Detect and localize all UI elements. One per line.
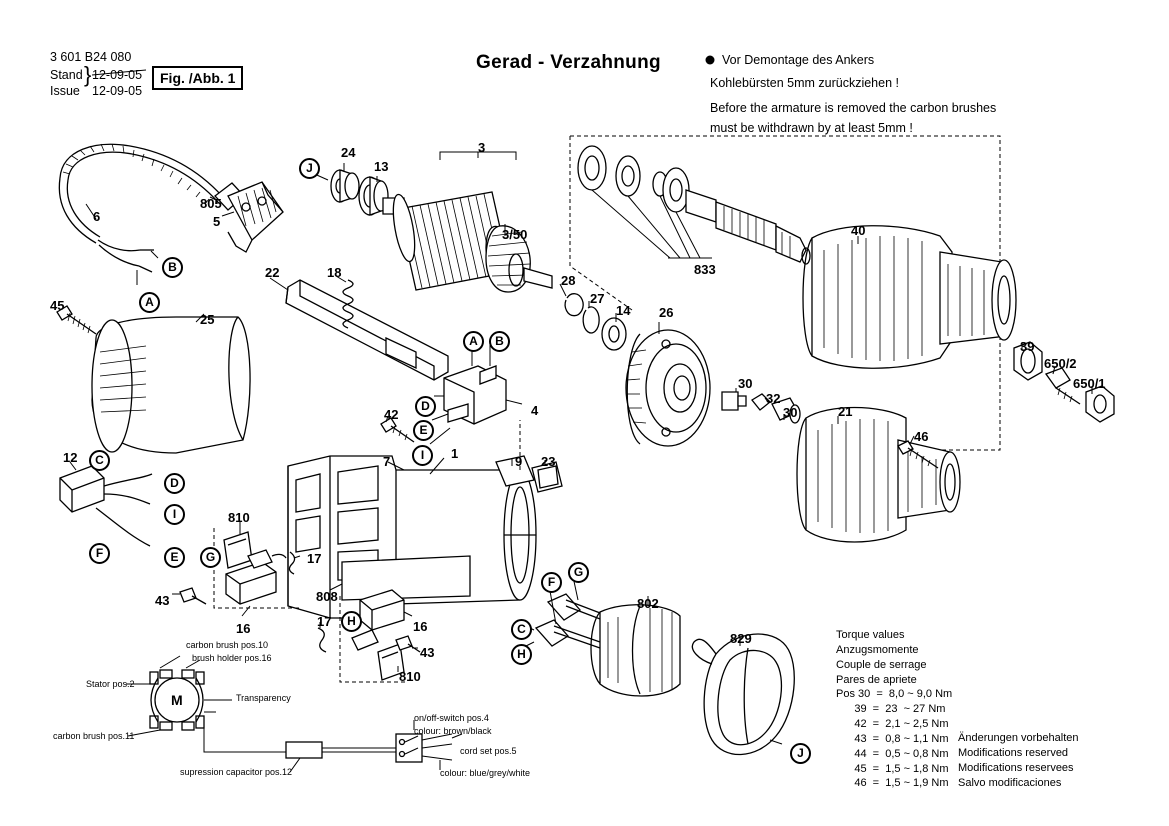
torque-heading-0: Torque values: [836, 629, 905, 641]
letter-marker-a: A: [463, 331, 484, 352]
letter-marker-c: C: [89, 450, 110, 471]
page-title: Gerad - Verzahnung: [476, 52, 661, 73]
torque-row: 43 = 0,8 ~ 1,1 Nm: [836, 732, 949, 745]
part-callout-30: 30: [738, 376, 753, 391]
part-callout-28: 28: [561, 273, 576, 288]
label-stator-pos2: Stator pos.2: [86, 679, 135, 689]
part-callout-39: 39: [1020, 339, 1035, 354]
label-cord-set: cord set pos.5: [460, 746, 517, 756]
part-callout-26: 26: [659, 305, 674, 320]
letter-marker-i: I: [164, 504, 185, 525]
motor-symbol-label: M: [171, 692, 183, 708]
part-callout-810: 810: [228, 510, 250, 525]
part-callout-32: 32: [766, 391, 781, 406]
part-callout-650-2: 650/2: [1044, 356, 1077, 371]
disclaimer-line-0: Änderungen vorbehalten: [958, 732, 1079, 744]
stand-date: 12-09-05: [92, 68, 143, 82]
torque-values: [836, 628, 952, 791]
letter-marker-c: C: [511, 619, 532, 640]
issue-date: 12-09-05: [92, 84, 143, 98]
part-callout-46: 46: [914, 429, 929, 444]
part-callout-4: 4: [531, 403, 539, 418]
label-carbon-brush-pos10: carbon brush pos.10: [186, 640, 269, 650]
disclaimer-line-2: Modifications reservees: [958, 761, 1074, 774]
letter-marker-b: B: [489, 331, 510, 352]
note-en-line2: must be withdrawn by at least 5mm !: [710, 121, 913, 135]
part-callout-30: 30: [783, 405, 798, 420]
part-callout-5: 5: [213, 214, 221, 229]
note-de-line1: Vor Demontage des Ankers: [722, 53, 875, 67]
note-de-line2: Kohlebürsten 5mm zurückziehen !: [710, 76, 899, 90]
part-callout-13: 13: [374, 159, 389, 174]
part-callout-14: 14: [616, 303, 631, 318]
torque-row: 39 = 23 ~ 27 Nm: [836, 703, 946, 716]
letter-marker-j: J: [790, 743, 811, 764]
letter-marker-b: B: [162, 257, 183, 278]
part-callout-16: 16: [413, 619, 428, 634]
torque-heading-1: Anzugsmomente: [836, 643, 919, 656]
torque-rows: [836, 687, 952, 791]
issue-label: Issue: [50, 84, 80, 98]
part-callout-833: 833: [694, 262, 716, 277]
note-en-line1: Before the armature is removed the carbon brushes: [710, 101, 997, 115]
disclaimer-line-1: Modifications reserved: [958, 746, 1069, 759]
part-callout-17: 17: [317, 614, 332, 629]
figure-label: Fig. /Abb. 1: [152, 66, 243, 90]
torque-heading-3: Pares de apriete: [836, 673, 917, 686]
brace: }: [84, 62, 92, 87]
part-callout-6: 6: [93, 209, 101, 224]
part-callout-40: 40: [851, 223, 866, 238]
stand-label: Stand: [50, 68, 83, 82]
torque-row: 44 = 0,5 ~ 0,8 Nm: [836, 747, 949, 760]
part-callout-42: 42: [384, 407, 399, 422]
letter-marker-i: I: [412, 445, 433, 466]
part-callout-43: 43: [420, 645, 435, 660]
part-callout-808: 808: [316, 589, 338, 604]
part-callout-27: 27: [590, 291, 605, 306]
part-callout-12: 12: [63, 450, 78, 465]
letter-marker-h: H: [511, 644, 532, 665]
part-callout-802: 802: [637, 596, 659, 611]
part-callout-810: 810: [399, 669, 421, 684]
part-callout-1: 1: [451, 446, 459, 461]
letter-marker-d: D: [164, 473, 185, 494]
part-callout-17: 17: [307, 551, 322, 566]
part-callout-22: 22: [265, 265, 280, 280]
part-callout-3-50: 3/50: [502, 227, 528, 242]
letter-marker-h: H: [341, 611, 362, 632]
part-callout-23: 23: [541, 454, 556, 469]
part-callout-43: 43: [155, 593, 170, 608]
part-callout-9: 9: [515, 454, 523, 469]
disclaimer-line-3: Salvo modificaciones: [958, 776, 1062, 789]
label-carbon-brush-pos11: carbon brush pos.11: [53, 731, 135, 741]
label-cord-colour: colour: blue/grey/white: [440, 768, 531, 778]
part-callout-805: 805: [200, 196, 222, 211]
torque-heading-2: Couple de serrage: [836, 658, 927, 671]
torque-row: Pos 30 = 8,0 ~ 9,0 Nm: [836, 688, 953, 701]
part-callout-16: 16: [236, 621, 251, 636]
label-switch-colour: colour: brown/black: [414, 726, 492, 736]
label-transparency: Transparency: [236, 693, 291, 703]
part-callout-45: 45: [50, 298, 65, 313]
part-callout-24: 24: [341, 145, 356, 160]
torque-row: 45 = 1,5 ~ 1,8 Nm: [836, 762, 949, 775]
part-number: 3 601 B24 080: [50, 50, 132, 64]
letter-marker-j: J: [299, 158, 320, 179]
letter-marker-g: G: [200, 547, 221, 568]
part-callout-7: 7: [383, 454, 391, 469]
letter-marker-g: G: [568, 562, 589, 583]
part-callout-650-1: 650/1: [1073, 376, 1106, 391]
part-callout-25: 25: [200, 312, 215, 327]
disclaimer: [958, 731, 1078, 790]
torque-row: 46 = 1,5 ~ 1,9 Nm: [836, 777, 949, 790]
letter-marker-f: F: [541, 572, 562, 593]
letter-marker-a: A: [139, 292, 160, 313]
part-callout-21: 21: [838, 404, 853, 419]
letter-marker-e: E: [164, 547, 185, 568]
torque-row: 42 = 2,1 ~ 2,5 Nm: [836, 718, 949, 731]
label-suppression-capacitor: supression capacitor pos.12: [180, 767, 293, 777]
letter-marker-f: F: [89, 543, 110, 564]
part-callout-829: 829: [730, 631, 752, 646]
letter-marker-d: D: [415, 396, 436, 417]
letter-marker-e: E: [413, 420, 434, 441]
label-switch: on/off-switch pos.4: [414, 713, 489, 723]
part-callout-3: 3: [478, 140, 486, 155]
label-brush-holder: brush holder pos.16: [192, 653, 272, 663]
part-callout-18: 18: [327, 265, 342, 280]
